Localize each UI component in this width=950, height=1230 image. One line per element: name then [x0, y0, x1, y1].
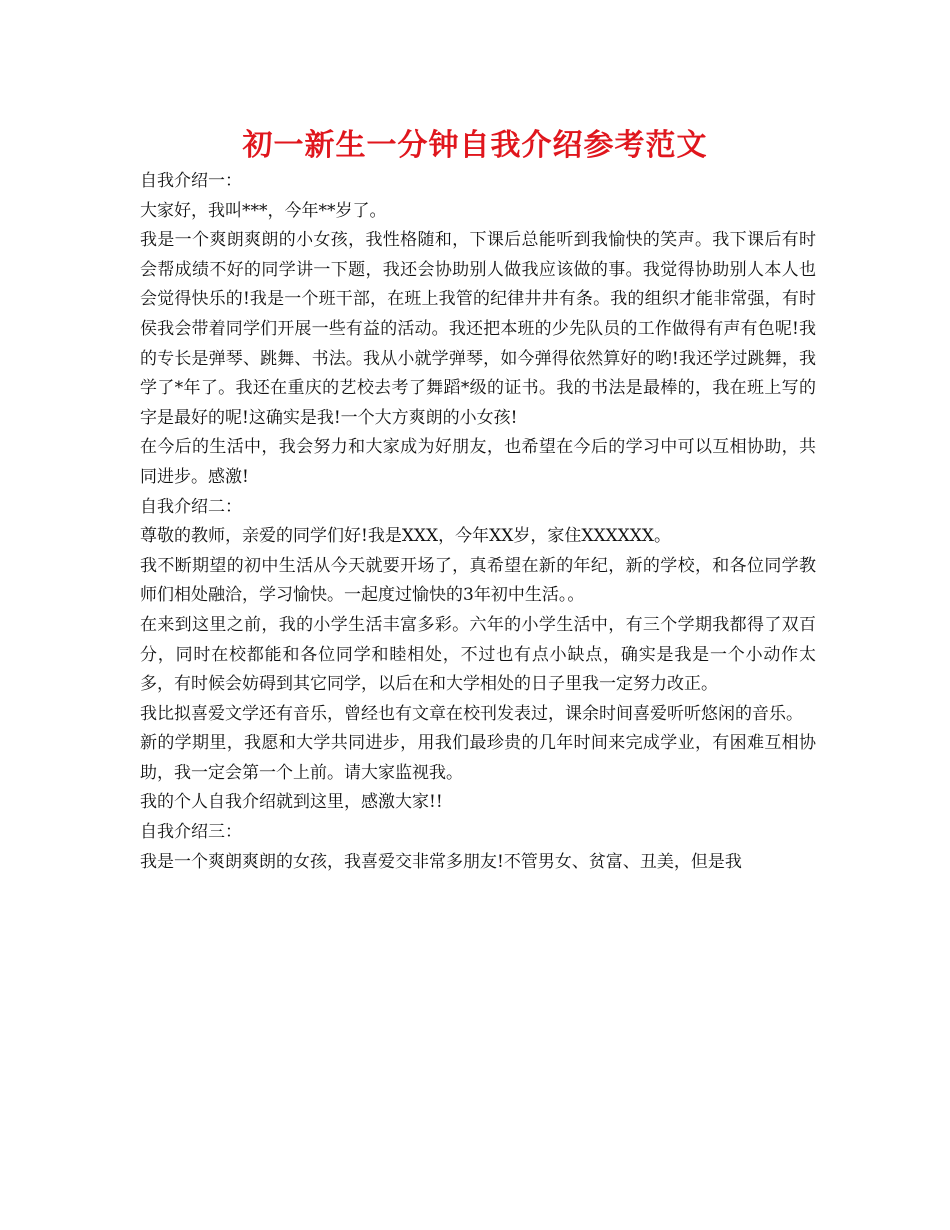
- section-heading-2: 自我介绍二：: [140, 496, 242, 517]
- paragraph: 在今后的生活中，我会努力和大家成为好朋友，也希望在今后的学习中可以互相协助，共同进步。感激!: [140, 437, 816, 487]
- paragraph: 新的学期里，我愿和大学共同进步，用我们最珍贵的几年时间来完成学业，有困难互相协助，我一定会第一个上前。请大家监视我。: [140, 733, 816, 783]
- paragraph: 我是一个爽朗爽朗的小女孩，我性格随和，下课后总能听到我愉快的笑声。我下课后有时会帮成绩不好的同学讲一下题，我还会协助别人做我应该做的事。我觉得协助别人本人也会觉得快乐的!我是一个班干部，在班上我管的纪律井井有条。我的组织才能非常强，有时侯我会带着同学们开展一些有益的活动。我还把本班的少先队员的工作做得有声有色呢!我的专长是弹琴、跳舞、书法。我从小就学弹琴，如今弹得依然算好的哟!我还学过跳舞，我学了*年了。我还在重庆的艺校去考了舞蹈*级的证书。我的书法是最棒的，我在班上写的字是最好的呢!这确实是我!一个大方爽朗的小女孩!: [140, 230, 816, 428]
- paragraph: 在来到这里之前，我的小学生活丰富多彩。六年的小学生活中，有三个学期我都得了双百分，同时在校都能和各位同学和睦相处，不过也有点小缺点，确实是我是一个小动作太多，有时候会妨碍到其它同学，以后在和大学相处的日子里我一定努力改正。: [140, 614, 816, 695]
- paragraph: 我的个人自我介绍就到这里，感激大家!!: [140, 792, 443, 813]
- paragraph: 我不断期望的初中生活从今天就要开场了，真希望在新的年纪，新的学校，和各位同学教师们相处融洽，学习愉快。一起度过愉快的3年初中生活。。: [140, 555, 816, 606]
- document-body: [140, 167, 816, 877]
- paragraph: 我是一个爽朗爽朗的女孩，我喜爱交非常多朋友!不管男女、贫富、丑美，但是我: [140, 851, 742, 872]
- paragraph: 尊敬的教师，亲爱的同学们好!我是XXX，今年XX岁，家住XXXXXX。: [140, 526, 671, 547]
- document-title: 初一新生一分钟自我介绍参考范文: [242, 128, 708, 163]
- section-heading-1: 自我介绍一：: [140, 171, 242, 191]
- section-heading-3: 自我介绍三：: [140, 822, 242, 843]
- paragraph: 大家好，我叫***，今年**岁了。: [140, 200, 387, 221]
- paragraph: 我比拟喜爱文学还有音乐，曾经也有文章在校刊发表过，课余时间喜爱听听悠闲的音乐。: [140, 703, 803, 724]
